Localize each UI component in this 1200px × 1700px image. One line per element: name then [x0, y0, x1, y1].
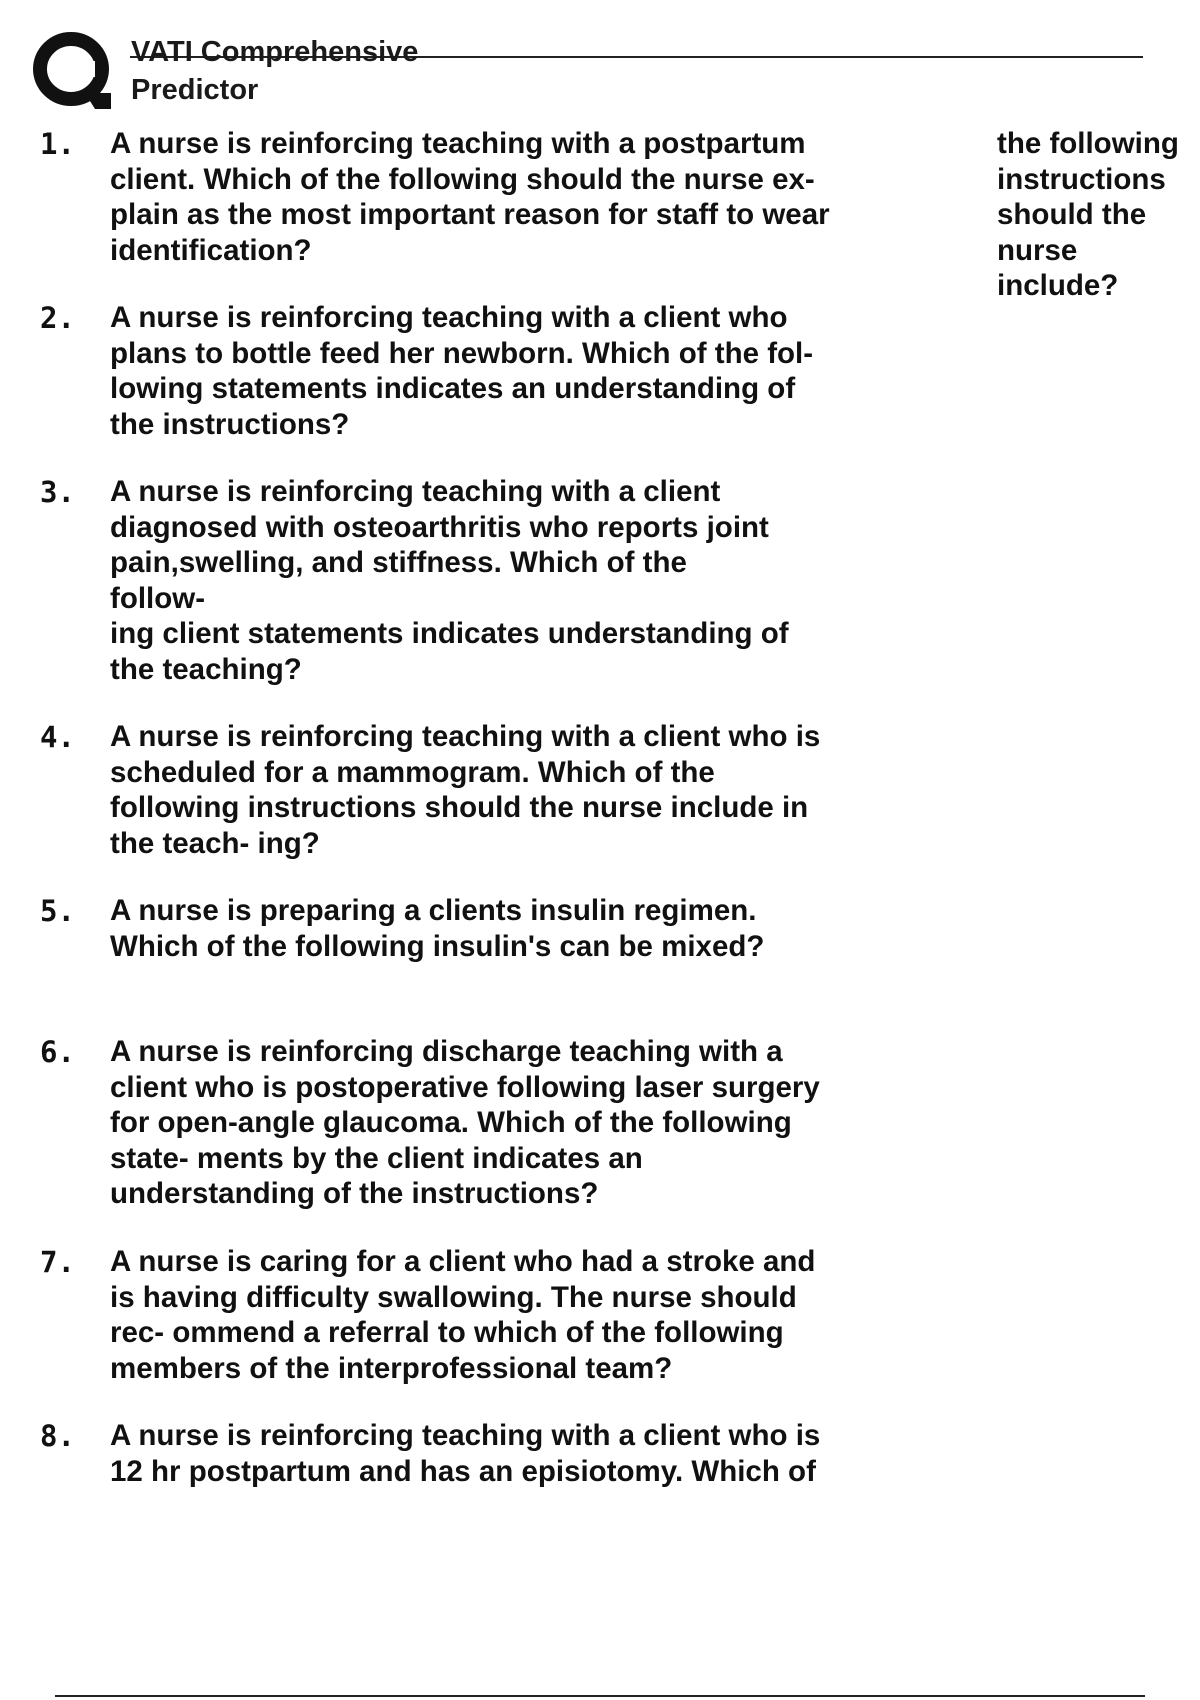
question-line: rec- ommend a referral to which of the following	[110, 1316, 784, 1349]
question-line: 12 hr postpartum and has an episiotomy. Which of	[110, 1454, 816, 1488]
question-line: plain as the most important reason for staff to wear	[110, 198, 830, 231]
question-line: diagnosed with osteoarthritis who reports joint	[110, 510, 769, 544]
question-line: is having difficulty swallowing. The nurse should	[110, 1280, 797, 1314]
question-line: A nurse is reinforcing discharge teaching with a	[110, 1035, 783, 1068]
question-line: state- ments by the client indicates an	[110, 1141, 643, 1175]
question-5-text	[110, 893, 900, 964]
question-5-number: 5.	[40, 894, 75, 928]
q-logo-icon	[33, 31, 113, 111]
question-8-continuation	[997, 126, 1179, 304]
question-6-number: 6.	[40, 1035, 75, 1069]
question-line: A nurse is caring for a client who had a stroke and	[110, 1245, 816, 1278]
question-8-number: 8.	[40, 1419, 75, 1453]
question-line: understanding of the instructions?	[110, 1177, 599, 1210]
question-line: client who is postoperative following laser surgery	[110, 1070, 820, 1104]
title-line-1: VATI Comprehensive	[131, 36, 419, 68]
question-line: pain,swelling, and stiffness. Which of the	[110, 546, 687, 579]
question-line: A nurse is preparing a clients insulin regimen.	[110, 894, 757, 927]
question-3-text	[110, 474, 900, 687]
question-line: A nurse is reinforcing teaching with a client	[110, 475, 721, 508]
continuation-line: nurse	[997, 233, 1078, 267]
question-line: client. Which of the following should the nurse ex-	[110, 162, 815, 196]
question-line: follow-	[110, 581, 206, 615]
question-line: plans to bottle feed her newborn. Which of the fol-	[110, 336, 814, 370]
question-7-text	[110, 1244, 900, 1386]
document-title	[131, 33, 418, 109]
question-line: members of the interprofessional team?	[110, 1351, 673, 1385]
question-line: scheduled for a mammogram. Which of the	[110, 755, 715, 789]
footer-rule	[55, 1695, 1145, 1697]
question-6-text	[110, 1034, 900, 1212]
question-1-number: 1.	[40, 127, 75, 161]
question-8-text	[110, 1418, 900, 1489]
continuation-line: the following	[997, 127, 1179, 160]
title-line-2: Predictor	[131, 74, 259, 106]
question-3-number: 3.	[40, 475, 75, 509]
question-2-text	[110, 300, 900, 442]
question-line: lowing statements indicates an understanding of	[110, 372, 796, 405]
question-line: the teaching?	[110, 652, 302, 686]
question-7-number: 7.	[40, 1245, 75, 1279]
question-4-number: 4.	[40, 720, 75, 754]
question-line: for open-angle glaucoma. Which of the following	[110, 1106, 792, 1139]
question-1-text	[110, 126, 900, 268]
continuation-line: instructions	[997, 162, 1166, 196]
question-line: the teach- ing?	[110, 826, 320, 860]
question-line: A nurse is reinforcing teaching with a client who is	[110, 720, 821, 753]
question-line: A nurse is reinforcing teaching with a postpartum	[110, 127, 806, 160]
continuation-line: should the	[997, 198, 1147, 231]
question-line: following instructions should the nurse include in	[110, 791, 809, 824]
question-line: identification?	[110, 233, 312, 267]
question-line: the instructions?	[110, 407, 350, 441]
question-line: Which of the following insulin's can be mixed?	[110, 929, 765, 963]
question-4-text	[110, 719, 900, 861]
question-2-number: 2.	[40, 301, 75, 335]
continuation-line: include?	[997, 269, 1119, 302]
question-line: A nurse is reinforcing teaching with a client who is	[110, 1419, 821, 1452]
question-line: ing client statements indicates understanding of	[110, 617, 789, 650]
question-line: A nurse is reinforcing teaching with a client who	[110, 301, 788, 334]
